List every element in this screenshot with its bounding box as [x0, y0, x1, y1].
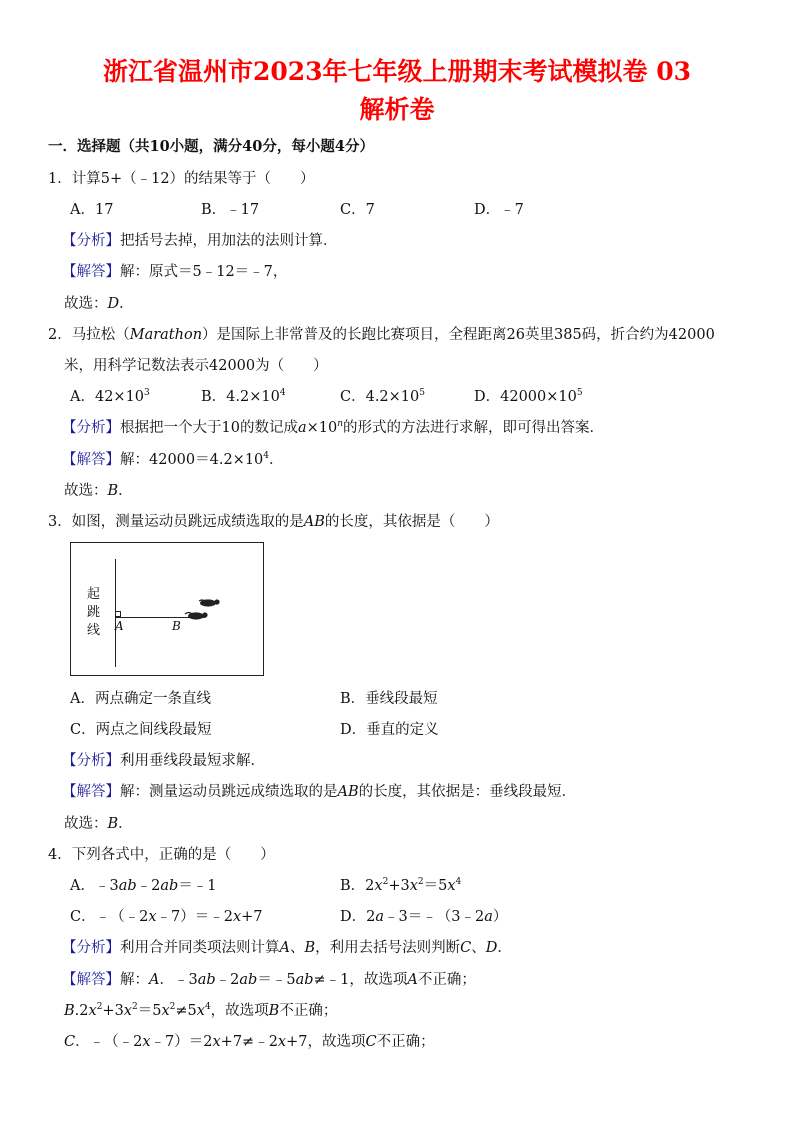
q3-answer: 【解答】解：测量运动员跳远成绩选取的是AB的长度，其依据是：垂线段最短．: [62, 784, 577, 800]
page-title: 浙江省温州市2023年七年级上册期末考试模拟卷 03: [102, 57, 692, 86]
q1-stem: 1．计算5+（﹣12）的结果等于（ ）: [48, 171, 315, 187]
right-angle-mark: [115, 611, 121, 617]
answer-tag: 【解答】: [62, 784, 120, 800]
point-a-label: A: [115, 619, 124, 633]
analysis-tag: 【分析】: [62, 420, 120, 436]
q3-choice: 故选：B．: [64, 816, 133, 832]
footprint-icon: [179, 595, 221, 625]
q1-option-b: B．﹣17: [201, 202, 260, 218]
point-b-label: B: [172, 619, 181, 633]
takeoff-line-char-3: 线: [87, 623, 101, 638]
takeoff-line-char-2: 跳: [87, 605, 101, 620]
q3-option-b: B．垂线段最短: [340, 691, 438, 707]
q1-option-d: D．﹣7: [474, 202, 524, 218]
q3-analysis: 【分析】利用垂线段最短求解．: [62, 753, 265, 769]
long-jump-figure: [70, 542, 264, 676]
q4-answer-line2: $B.2x^2+3x^2=5x^2\ne 5x^4$，故选项B不正确；: [64, 1002, 338, 1019]
answer-tag: 【解答】: [62, 264, 120, 280]
q4-option-c: C．﹣（﹣2x﹣7）＝﹣2x+7: [70, 909, 263, 925]
takeoff-line-char-1: 起: [87, 587, 101, 602]
q4-option-b: B．$2x^2+3x^2=5x^4$: [340, 877, 462, 894]
q4-option-d: D．2a﹣3＝﹣（3﹣2a）: [340, 909, 508, 925]
analysis-tag: 【分析】: [62, 753, 120, 769]
q2-option-c: C．$4.2\times 10^5$: [340, 388, 425, 405]
q1-option-c: C．7: [340, 202, 375, 218]
q2-choice: 故选：B．: [64, 483, 133, 499]
q3-option-c: C．两点之间线段最短: [70, 722, 212, 738]
q4-answer-line3: C．﹣（﹣2x﹣7）＝2x+7≠﹣2x+7，故选项C不正确；: [64, 1034, 435, 1050]
q3-stem: 3．如图，测量运动员跳远成绩选取的是AB的长度，其依据是（ ）: [48, 514, 499, 530]
q2-option-d: D．$42000\times 10^5$: [474, 388, 583, 405]
answer-tag: 【解答】: [62, 972, 120, 988]
q2-answer: 【解答】解：$42000=4.2\times 10^4$．: [62, 451, 284, 468]
analysis-tag: 【分析】: [62, 940, 120, 956]
q4-stem: 4．下列各式中，正确的是（ ）: [48, 847, 275, 863]
q1-answer: 【解答】解：原式＝5﹣12＝﹣7，: [62, 264, 288, 280]
analysis-tag: 【分析】: [62, 233, 120, 249]
q4-option-a: A．﹣3ab﹣2ab＝﹣1: [70, 878, 217, 894]
q4-answer-line1: 【解答】解：A．﹣3ab﹣2ab＝﹣5ab≠﹣1，故选项A不正确；: [62, 972, 476, 988]
q3-option-d: D．垂直的定义: [340, 722, 439, 738]
q1-choice: 故选：D．: [64, 296, 134, 312]
q2-option-a: A．$42\times 10^3$: [70, 388, 150, 405]
q2-stem-line2: 米，用科学记数法表示42000为（ ）: [64, 358, 328, 374]
q2-option-b: B．$4.2\times 10^4$: [201, 388, 286, 405]
q1-analysis: 【分析】把括号去掉，用加法的法则计算．: [62, 233, 338, 249]
q3-option-a: A．两点确定一条直线: [70, 691, 211, 707]
section-heading: 一．选择题（共10小题，满分40分，每小题4分）: [48, 138, 374, 155]
page-subtitle: 解析卷: [359, 95, 435, 124]
q1-option-a: A．17: [70, 202, 114, 218]
q4-analysis: 【分析】利用合并同类项法则计算A、B，利用去括号法则判断C、D．: [62, 940, 512, 956]
q2-analysis: 【分析】根据把一个大于10的数记成$a\times 10^n$的形式的方法进行求解，即可得出答案．: [62, 419, 605, 436]
answer-tag: 【解答】: [62, 452, 120, 468]
q2-stem-line1: 2．马拉松（Marathon）是国际上非常普及的长跑比赛项目，全程距离26英里385码，折合约为42000: [48, 327, 715, 343]
